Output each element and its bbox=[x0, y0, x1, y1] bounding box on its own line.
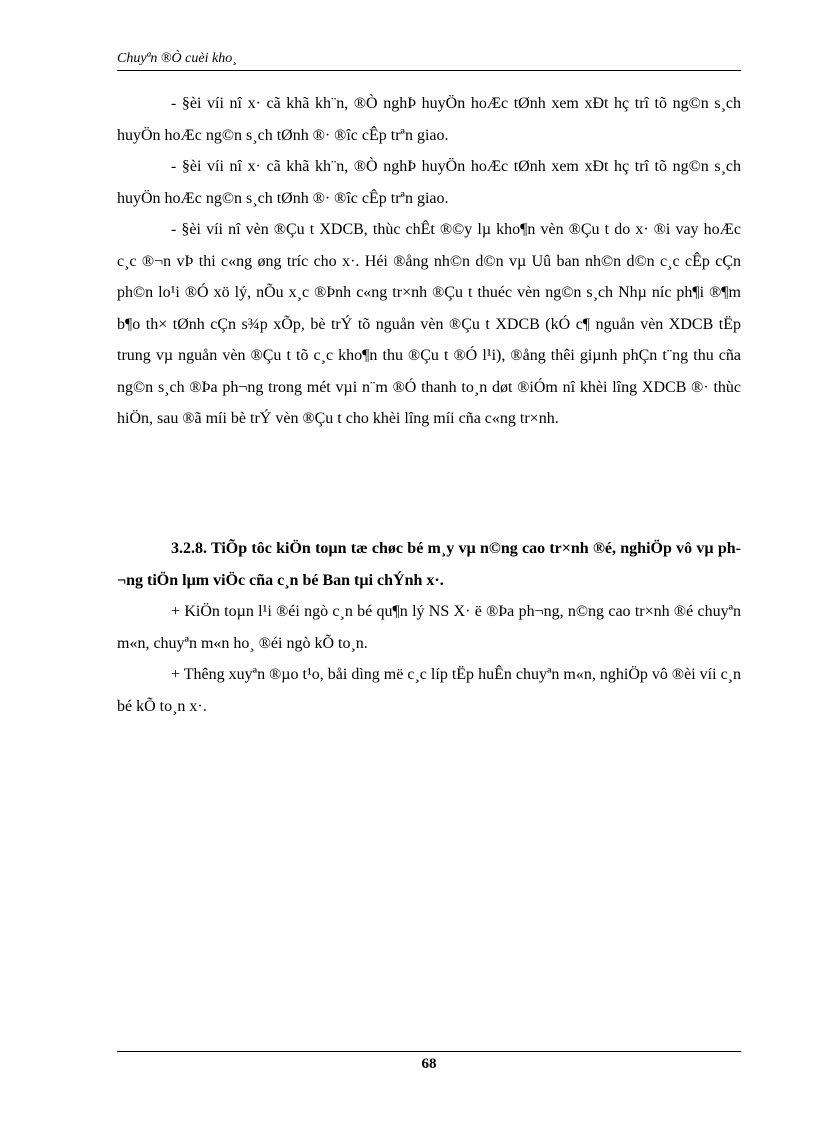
page-header bbox=[117, 50, 741, 71]
list-item: + Thêng xuyªn ®µo t¹o, båi dìng më c¸c líp tËp huÊn chuyªn m«n, nghiÖp vô ®èi víi c¸n bé kÕ to¸n x·. bbox=[117, 666, 741, 715]
section-heading: 3.2.8. TiÕp tôc kiÖn toµn tæ chøc bé m¸y vµ n©ng cao tr×nh ®é, nghiÖp vô vµ ph¬ng tiÖn lµm viÖc cña c¸n bé Ban tµi chÝnh x·. bbox=[117, 540, 741, 589]
header-title: Chuyªn ®Ò cuèi kho¸ bbox=[117, 51, 237, 66]
body-text bbox=[117, 88, 741, 435]
list-item: + KiÖn toµn l¹i ®éi ngò c¸n bé qu¶n lý NS X· ë ®Þa ph¬ng, n©ng cao tr×nh ®é chuyªn m«n, chuyªn m«n ho¸ ®éi ngò kÕ to¸n. bbox=[117, 603, 741, 652]
paragraph: - §èi víi nî x· cã khã kh¨n, ®Ò nghÞ huyÖn hoÆc tØnh xem xÐt hç trî tõ ng©n s¸ch huyÖn hoÆc ng©n s¸ch tØnh ®· ®îc cÊp trªn giao. bbox=[117, 158, 741, 207]
paragraph: - §èi víi nî x· cã khã kh¨n, ®Ò nghÞ huyÖn hoÆc tØnh xem xÐt hç trî tõ ng©n s¸ch huyÖn hoÆc ng©n s¸ch tØnh ®· ®îc cÊp trªn giao. bbox=[117, 95, 741, 144]
paragraph: - §èi víi nî vèn ®Çu t XDCB, thùc chÊt ®©y lµ kho¶n vèn ®Çu t do x· ®i vay hoÆc c¸c ®¬n vÞ thi c«ng øng tríc cho x·. Héi ®ång nh©n d©n vµ Uû ban nh©n d©n c¸c cÊp cÇn ph©n lo¹i ®Ó xö lý, nÕu x¸c ®Þnh c«ng tr×nh ®Çu t thuéc vèn ng©n s¸ch Nhµ níc ph¶i ®¶m b¶o th× tØnh cÇn s¾p xÕp, bè trÝ tõ nguån vèn ®Çu t XDCB (kÓ c¶ nguån vèn XDCB tËp trung vµ nguån vèn ®Çu t tõ c¸c kho¶n thu ®Çu t ®Ó l¹i), ®ång thêi giµnh phÇn t¨ng thu cña ng©n s¸ch ®Þa ph¬ng trong mét vµi n¨m ®Ó thanh to¸n døt ®iÓm nî khèi lîng XDCB ®· thùc hiÖn, sau ®ã míi bè trÝ vèn ®Çu t cho khèi lîng míi cña c«ng tr×nh. bbox=[117, 221, 741, 427]
section-3-2-8 bbox=[117, 533, 741, 722]
footer-divider bbox=[117, 1051, 741, 1052]
page-number: 68 bbox=[421, 1056, 437, 1072]
